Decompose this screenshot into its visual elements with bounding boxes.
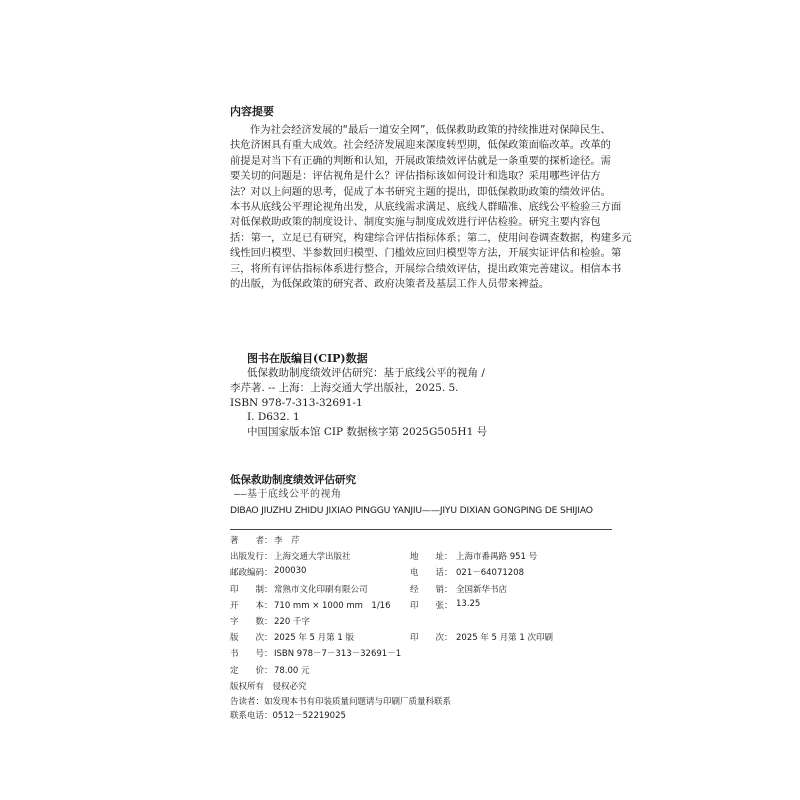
- pub-label: 电 话：: [410, 568, 453, 579]
- cip-heading: 图书在版编目(CIP)数据: [247, 352, 368, 365]
- book-title-block: [230, 473, 612, 519]
- pub-label: 出版发行：: [230, 552, 273, 563]
- pub-label: 印 张：: [410, 600, 453, 611]
- summary-line: 要关切的问题是：评估视角是什么？评估指标该如何设计和选取？采用哪些评估方: [230, 170, 601, 183]
- reader-notice-line: 告读者：如发现本书有印装质量问题请与印刷厂质量科联系: [230, 696, 452, 707]
- cip-number-line: 中国国家版本馆 CIP 数据核字第 2025G505H1 号: [247, 426, 488, 439]
- pub-label: 版 次：: [230, 633, 273, 644]
- book-subtitle: ——基于底线公平的视角: [234, 489, 342, 500]
- pub-value: 李 芹: [274, 536, 300, 547]
- pub-label: 印 制：: [230, 584, 273, 595]
- pub-label: 地 址：: [410, 552, 453, 563]
- pub-row: [230, 564, 612, 580]
- cip-data-block: [230, 351, 612, 440]
- pub-row: [230, 629, 612, 645]
- summary-line: 扶危济困具有重大成效。社会经济发展迎来深度转型期，低保政策面临改革。改革的: [230, 139, 611, 152]
- pub-row: [230, 532, 612, 548]
- summary-line: 线性回归模型、半参数回归模型、门槛效应回归模型等方法，开展实证评估和检验。第: [230, 247, 622, 260]
- pub-value: 全国新华书店: [456, 584, 508, 595]
- pub-value: 78.00 元: [274, 665, 310, 676]
- pub-row: [230, 581, 612, 597]
- summary-line: 本书从底线公平理论视角出发，从底线需求满足、底线人群瞄准、底线公平检验三方面: [230, 201, 622, 214]
- pub-label: 印 次：: [410, 633, 453, 644]
- summary-line: 括：第一，立足已有研究，构建综合评估指标体系；第二，使用问卷调查数据，构建多元: [230, 231, 632, 244]
- pub-value: 上海市番禺路 951 号: [456, 552, 538, 563]
- pub-label: 书 号：: [230, 649, 273, 660]
- cip-class-line: Ⅰ. D632. 1: [247, 411, 300, 424]
- pub-value: 021－64071208: [456, 568, 524, 579]
- copyright-line: 版权所有 侵权必究: [230, 682, 307, 692]
- book-title-pinyin: DIBAO JIUZHU ZHIDU JIXIAO PINGGU YANJIU——JIYU DIXIAN GONGPING DE SHIJIAO: [230, 505, 593, 516]
- pub-row: [230, 645, 612, 661]
- pub-value: 2025 年 5 月第 1 次印刷: [456, 633, 553, 644]
- summary-heading: 内容提要: [230, 105, 274, 118]
- pub-value: 上海交通大学出版社: [274, 552, 351, 563]
- pub-value: 13.25: [456, 598, 481, 609]
- summary-line: 法？对以上问题的思考，促成了本书研究主题的提出，即低保救助政策的绩效评估。: [230, 185, 611, 198]
- summary-line: 对低保救助政策的制度设计、制度实施与制度成效进行评估检验。研究主要内容包: [230, 216, 601, 229]
- pub-value: 710 mm × 1000 mm 1/16: [274, 600, 391, 611]
- cip-isbn-line: ISBN 978-7-313-32691-1: [230, 396, 363, 409]
- pub-value: 2025 年 5 月第 1 版: [274, 633, 354, 644]
- pub-label: 经 销：: [410, 584, 453, 595]
- pub-value: 220 千字: [274, 617, 310, 628]
- pub-row: [230, 597, 612, 613]
- pub-value: 200030: [274, 566, 307, 577]
- pub-label: 字 数：: [230, 617, 273, 628]
- rights-notice: [230, 680, 612, 724]
- pub-label: 邮政编码：: [230, 568, 273, 579]
- content-summary: [230, 104, 632, 292]
- pub-label: 开 本：: [230, 600, 273, 611]
- pub-label: 定 价：: [230, 665, 273, 676]
- cip-author-line: 李芹著. -- 上海：上海交通大学出版社，2025. 5.: [230, 381, 459, 394]
- summary-line: 的出版，为低保政策的研究者、政府决策者及基层工作人员带来裨益。: [230, 278, 550, 291]
- pub-row: [230, 548, 612, 564]
- pub-label: 著 者：: [230, 536, 273, 547]
- summary-line: 三，将所有评估指标体系进行整合，开展综合绩效评估，提出政策完善建议。相信本书: [230, 262, 622, 275]
- summary-line: 前提是对当下有正确的判断和认知，开展政策绩效评估就是一条重要的探析途径。需: [230, 154, 611, 167]
- contact-phone-line: 联系电话：0512－52219025: [230, 711, 346, 721]
- pub-value: ISBN 978－7－313－32691－1: [274, 649, 402, 660]
- pub-row: [230, 613, 612, 629]
- publication-info: [230, 529, 612, 678]
- cip-title-line: 低保救助制度绩效评估研究：基于底线公平的视角 /: [247, 367, 485, 379]
- summary-line: 作为社会经济发展的“最后一道安全网”，低保救助政策的持续推进对保障民生、: [250, 124, 611, 136]
- pub-value: 常熟市文化印刷有限公司: [274, 584, 368, 595]
- pub-row: [230, 662, 612, 678]
- book-title: 低保救助制度绩效评估研究: [230, 474, 356, 486]
